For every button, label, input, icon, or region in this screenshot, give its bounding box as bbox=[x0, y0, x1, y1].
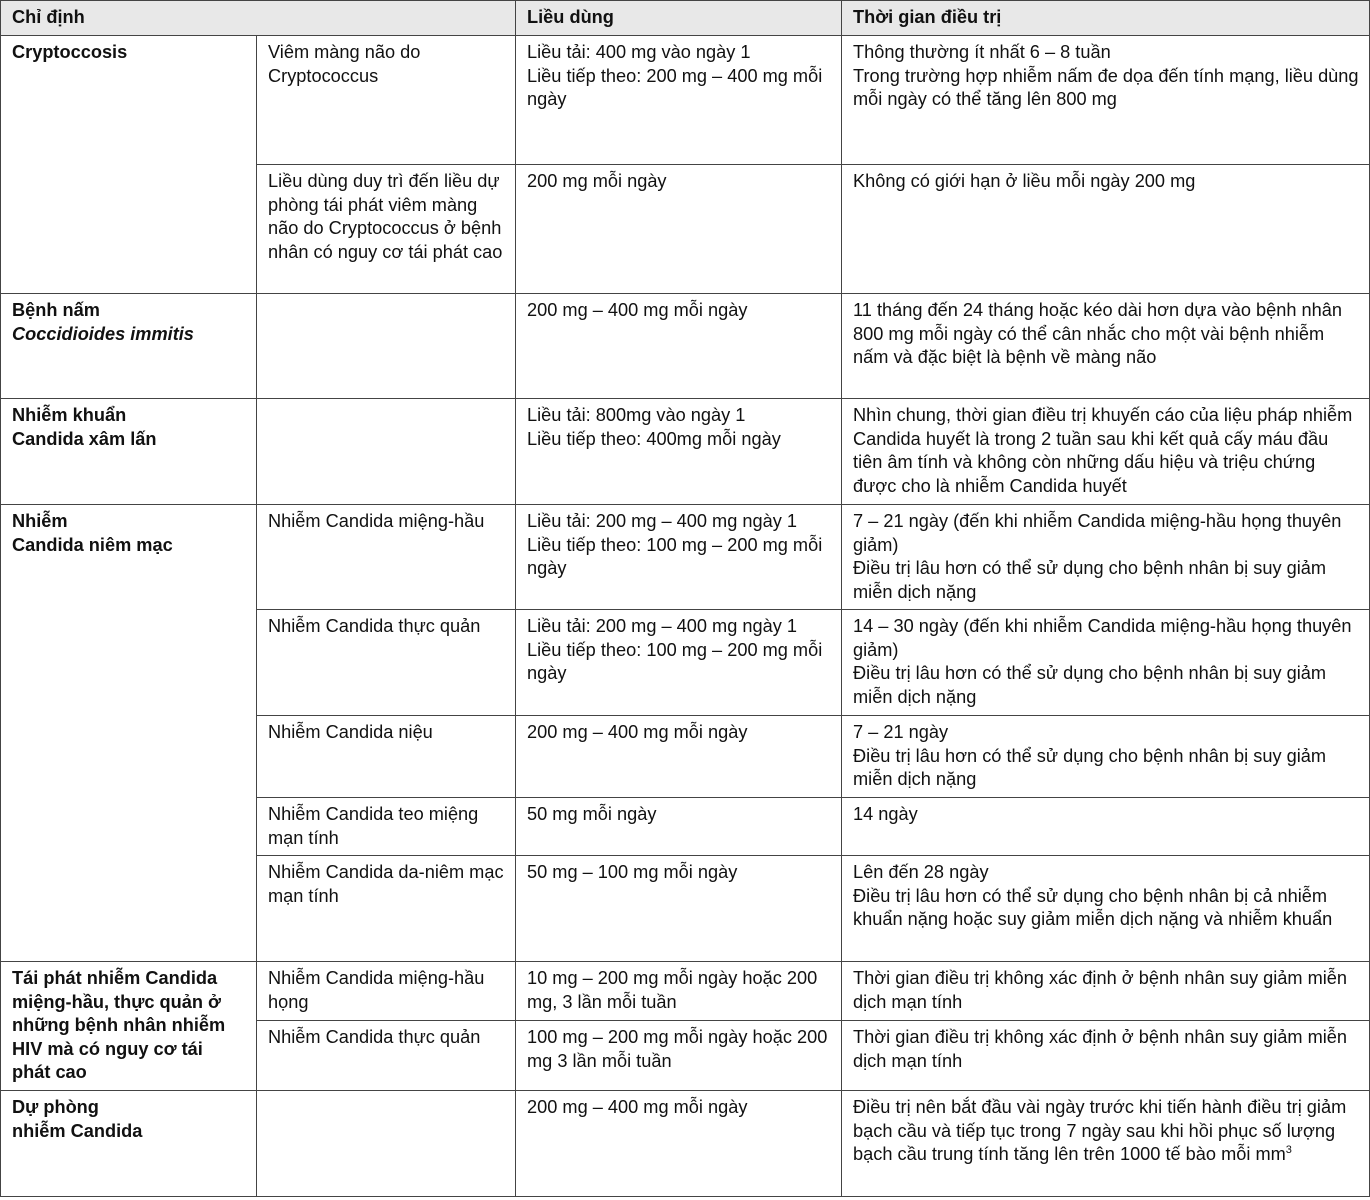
sub-indication-cell: Nhiễm Candida da-niêm mạc mạn tính bbox=[257, 856, 516, 962]
table-row bbox=[1, 294, 1370, 399]
duration-line: Thời gian điều trị không xác định ở bệnh nhân suy giảm miễn dịch mạn tính bbox=[853, 1027, 1347, 1071]
table-row bbox=[1, 962, 1370, 1021]
indication-line: Candida xâm lấn bbox=[12, 428, 157, 449]
duration-line: Trong trường hợp nhiễm nấm đe dọa đến tính mạng, liều dùng mỗi ngày có thể tăng lên 800 mg bbox=[853, 65, 1359, 109]
duration-cell bbox=[842, 294, 1370, 399]
table-row bbox=[1, 1091, 1370, 1197]
duration-cell bbox=[842, 165, 1370, 294]
duration-line: 14 ngày bbox=[853, 804, 918, 824]
duration-cell bbox=[842, 610, 1370, 716]
sub-indication-cell: Viêm màng não do Cryptococcus bbox=[257, 36, 516, 165]
indication-cell bbox=[1, 399, 257, 505]
dosage-cell bbox=[516, 505, 842, 610]
table-row bbox=[1, 505, 1370, 610]
header-indication: Chỉ định bbox=[1, 1, 516, 36]
indication-line: Bệnh nấm bbox=[12, 300, 100, 320]
sub-indication-cell bbox=[257, 399, 516, 505]
dosage-line: 100 mg – 200 mg mỗi ngày hoặc 200 mg 3 lần mỗi tuần bbox=[527, 1027, 828, 1071]
duration-line: 7 – 21 ngày bbox=[853, 722, 949, 742]
indication-cell bbox=[1, 505, 257, 962]
duration-line: Không có giới hạn ở liều mỗi ngày 200 mg bbox=[853, 171, 1196, 191]
dosage-cell bbox=[516, 399, 842, 505]
dosage-cell bbox=[516, 798, 842, 856]
dosage-cell bbox=[516, 36, 842, 165]
sub-indication-cell: Nhiễm Candida miệng-hầu bbox=[257, 505, 516, 610]
dosage-line: 50 mg mỗi ngày bbox=[527, 804, 657, 824]
dosage-cell bbox=[516, 1091, 842, 1197]
dosage-line: 10 mg – 200 mg mỗi ngày hoặc 200 mg, 3 lần mỗi tuần bbox=[527, 968, 818, 1012]
sub-indication-cell bbox=[257, 294, 516, 399]
duration-text: Điều trị nên bắt đầu vài ngày trước khi tiến hành điều trị giảm bạch cầu và tiếp tục trong 7 ngày sau khi hồi phục số lượng bạch cầu trung tính tăng lên trên 1000 tế bào mỗi mm bbox=[853, 1097, 1347, 1164]
table-header-row bbox=[1, 1, 1370, 36]
duration-cell bbox=[842, 399, 1370, 505]
dosage-cell bbox=[516, 716, 842, 798]
indication-line: nhiễm Candida bbox=[12, 1120, 143, 1141]
duration-line: Điều trị lâu hơn có thể sử dụng cho bệnh nhân bị suy giảm miễn dịch nặng bbox=[853, 745, 1327, 789]
dosage-line: 200 mg mỗi ngày bbox=[527, 171, 667, 191]
duration-line: Thời gian điều trị không xác định ở bệnh nhân suy giảm miễn dịch mạn tính bbox=[853, 968, 1347, 1012]
duration-cell bbox=[842, 962, 1370, 1021]
indication-line: Nhiễm bbox=[12, 511, 68, 531]
duration-line: Lên đến 28 ngày bbox=[853, 862, 989, 882]
dosage-line: 200 mg – 400 mg mỗi ngày bbox=[527, 300, 748, 320]
dosage-line: Liều tiếp theo: 100 mg – 200 mg mỗi ngày bbox=[527, 639, 823, 683]
duration-line: 800 mg mỗi ngày có thể cân nhắc cho một vài bệnh nhiễm nấm và đặc biệt là bệnh về màng não bbox=[853, 323, 1325, 367]
duration-line: 14 – 30 ngày (đến khi nhiễm Candida miệng-hầu họng thuyên giảm) bbox=[853, 616, 1352, 660]
dosage-line: Liều tiếp theo: 100 mg – 200 mg mỗi ngày bbox=[527, 534, 823, 578]
dosage-line: Liều tải: 200 mg – 400 mg ngày 1 bbox=[527, 511, 797, 531]
indication-cell bbox=[1, 294, 257, 399]
sub-indication-cell: Nhiễm Candida thực quản bbox=[257, 610, 516, 716]
duration-line: Điều trị lâu hơn có thể sử dụng cho bệnh nhân bị suy giảm miễn dịch nặng bbox=[853, 558, 1327, 602]
dosage-cell bbox=[516, 165, 842, 294]
indication-cell: Tái phát nhiễm Candida miệng-hầu, thực quản ở những bệnh nhân nhiễm HIV mà có nguy cơ tái phát cao bbox=[1, 962, 257, 1091]
sub-indication-cell: Nhiễm Candida thực quản bbox=[257, 1021, 516, 1091]
duration-cell bbox=[842, 716, 1370, 798]
duration-line: Điều trị lâu hơn có thể sử dụng cho bệnh nhân bị suy giảm miễn dịch nặng bbox=[853, 663, 1327, 707]
table-row bbox=[1, 399, 1370, 505]
dosage-line: Liều tiếp theo: 200 mg – 400 mg mỗi ngày bbox=[527, 65, 823, 109]
dosage-line: Liều tải: 400 mg vào ngày 1 bbox=[527, 42, 751, 62]
sub-indication-cell bbox=[257, 1091, 516, 1197]
dosage-line: Liều tải: 200 mg – 400 mg ngày 1 bbox=[527, 616, 797, 636]
sub-indication-cell: Nhiễm Candida teo miệng mạn tính bbox=[257, 798, 516, 856]
header-dosage: Liều dùng bbox=[516, 1, 842, 36]
dosage-cell bbox=[516, 962, 842, 1021]
table-row bbox=[1, 36, 1370, 165]
sub-indication-cell: Nhiễm Candida miệng-hầu họng bbox=[257, 962, 516, 1021]
duration-line: Nhìn chung, thời gian điều trị khuyến cáo của liệu pháp nhiễm Candida huyết là trong 2 tuần sau khi kết quả cấy máu đầu tiên âm tính và không còn những dấu hiệu và triệu chứng được cho là nhiễm Candida huyết bbox=[853, 405, 1353, 496]
dosage-cell bbox=[516, 294, 842, 399]
sub-indication-cell: Nhiễm Candida niệu bbox=[257, 716, 516, 798]
duration-cell bbox=[842, 505, 1370, 610]
dosage-cell bbox=[516, 1021, 842, 1091]
indication-line: Candida niêm mạc bbox=[12, 534, 173, 555]
duration-cell bbox=[842, 1091, 1370, 1197]
duration-cell bbox=[842, 856, 1370, 962]
duration-cell bbox=[842, 1021, 1370, 1091]
dosage-line: Liều tải: 800mg vào ngày 1 bbox=[527, 405, 746, 425]
indication-line: Nhiễm khuẩn bbox=[12, 405, 127, 425]
duration-cell bbox=[842, 36, 1370, 165]
dosage-line: 50 mg – 100 mg mỗi ngày bbox=[527, 862, 738, 882]
indication-line: Dự phòng bbox=[12, 1097, 99, 1117]
dosage-cell bbox=[516, 856, 842, 962]
indication-cell: Cryptoccosis bbox=[1, 36, 257, 294]
dosage-line: 200 mg – 400 mg mỗi ngày bbox=[527, 722, 748, 742]
duration-line: Thông thường ít nhất 6 – 8 tuần bbox=[853, 42, 1111, 62]
indication-line: Coccidioides immitis bbox=[12, 323, 194, 344]
dosage-line: 200 mg – 400 mg mỗi ngày bbox=[527, 1097, 748, 1117]
indication-cell bbox=[1, 1091, 257, 1197]
dosage-cell bbox=[516, 610, 842, 716]
duration-cell bbox=[842, 798, 1370, 856]
duration-line: 11 tháng đến 24 tháng hoặc kéo dài hơn dựa vào bệnh nhân bbox=[853, 300, 1342, 320]
header-duration: Thời gian điều trị bbox=[842, 1, 1370, 36]
sub-indication-cell: Liều dùng duy trì đến liều dự phòng tái phát viêm màng não do Cryptococcus ở bệnh nhân có nguy cơ tái phát cao bbox=[257, 165, 516, 294]
dosage-line: Liều tiếp theo: 400mg mỗi ngày bbox=[527, 428, 781, 449]
duration-line: Điều trị lâu hơn có thể sử dụng cho bệnh nhân bị cả nhiễm khuẩn nặng hoặc suy giảm miễn dịch nặng và nhiễm khuẩn bbox=[853, 885, 1333, 929]
duration-line: 7 – 21 ngày (đến khi nhiễm Candida miệng-hầu họng thuyên giảm) bbox=[853, 511, 1342, 555]
superscript: 3 bbox=[1285, 1143, 1292, 1156]
